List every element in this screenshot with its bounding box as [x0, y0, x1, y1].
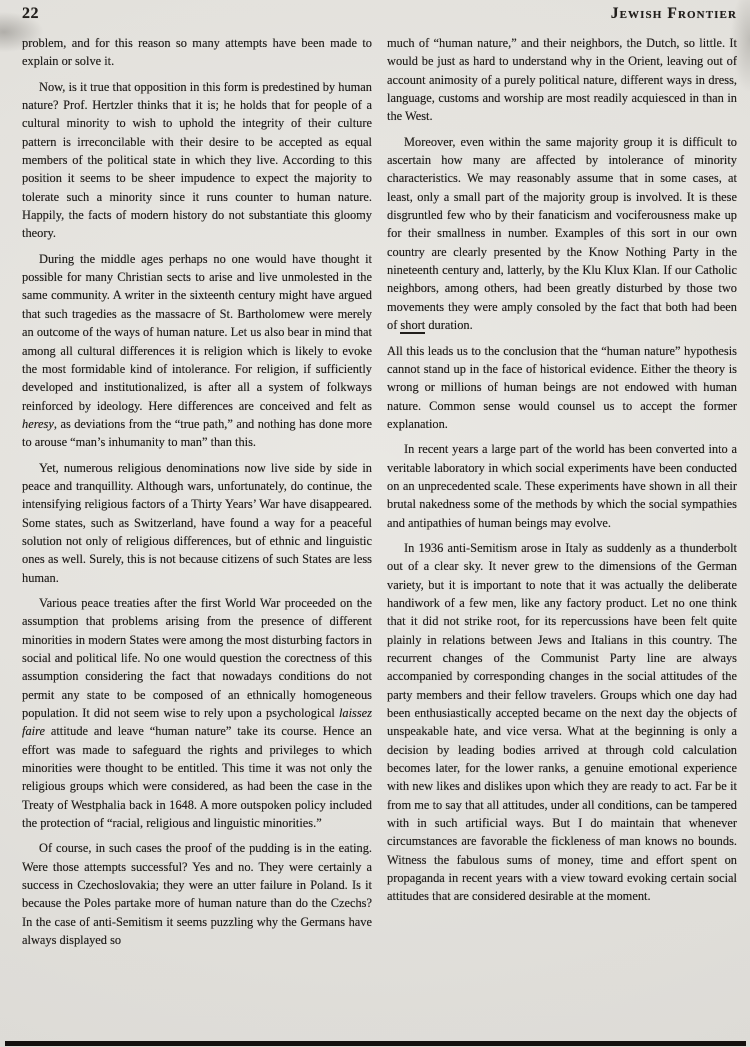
paragraph	[387, 34, 737, 126]
text-run: problem, and for this reason so many attempts have been made to explain or solve it.	[22, 36, 372, 69]
text-run: much of “human nature,” and their neighbors, the Dutch, so little. It would be just as hard to understand why in the Orient, leaving out of account animosity of a purely political nature, different ways in dress, language, customs and worship are most readily acquiesced in than in the West.	[387, 36, 737, 124]
page-header	[22, 5, 737, 25]
paragraph	[22, 839, 372, 949]
right-column	[387, 34, 737, 1034]
bottom-rule	[5, 1041, 746, 1046]
paragraph	[22, 250, 372, 452]
paragraph	[22, 34, 372, 71]
italic-text: heresy	[22, 416, 54, 431]
text-run: attitude and leave “human nature” take its course. Hence an effort was made to safeguard the rights and privileges to which minorities were thought to be entitled. This time it was not only the religious groups which were considered, as had been the case in the Treaty of Westphalia back in 1648. A more outspoken policy included the protection of “racial, religious and linguistic minorities.”	[22, 724, 372, 831]
text-run: Various peace treaties after the first World War proceeded on the assumption that problems arising from the presence of different minorities in modern States were among the most disturbing factors in social and political life. No one would question the corectness of this assumption considering the fact that nowadays conditions do not permit any state to be composed of an ethnically homogeneous population. It did not seem wise to rely upon a psychological	[22, 595, 372, 721]
text-run: In recent years a large part of the world has been converted into a veritable laboratory in which social experiments have been conducted on an unprecedented scale. These experiments have shown in all their brutal nakedness some of the methods by which the social sympathies and antipathies of human beings may evolve.	[387, 442, 737, 530]
text-run: , as deviations from the “true path,” and nothing has done more to arouse “man’s inhumanity to man” than this.	[22, 416, 372, 450]
journal-title: Jewish Frontier	[610, 5, 737, 22]
paragraph	[22, 594, 372, 832]
text-run: Now, is it true that opposition in this form is predestined by human nature? Prof. Hertzler thinks that it is; he holds that for people of a cultural minority to wish to uphold the integrity of their culture pattern is irreconcilable with their desire to be accepted as equal members of the political state in which they live. According to this position it seems to be sheer impudence to expect the majority to tolerate such a minority since it runs counter to human nature. Happily, the facts of modern history do not substantiate this gloomy theory.	[22, 79, 372, 241]
underlined-text: short	[400, 318, 426, 333]
paragraph	[387, 342, 737, 434]
paragraph	[387, 133, 737, 335]
text-run: Yet, numerous religious denominations now live side by side in peace and tranquillity. Although wars, unfortunately, do continue, the intensifying religious factors of a Thirty Years’ War have disappeared. Some states, such as Switzerland, have found a way for a peaceful solution not only of religious differences, but of ethnic and linguistic ones as well. Surely, this is not because citizens of such States are less human.	[22, 460, 372, 585]
text-run: Of course, in such cases the proof of the pudding is in the eating. Were those attempts successful? Yes and no. They were certainly a success in Czechoslovakia; they were an utter failure in Poland. Is it because the Poles partake more of human nature than do the Czechs? In the case of anti-Semitism it seems puzzling why the Germans have always displayed so	[22, 841, 372, 948]
text-run: All this leads us to the conclusion that the “human nature” hypothesis cannot stand up in the face of historical evidence. Either the theory is wrong or millions of human beings are not endowed with human nature. Common sense would counsel us to accept the former explanation.	[387, 343, 737, 431]
paragraph	[22, 78, 372, 243]
text-run: duration.	[425, 318, 473, 333]
left-column	[22, 34, 372, 1034]
italic-text: laissez faire	[22, 706, 372, 739]
text-run: Moreover, even within the same majority group it is difficult to ascertain how many are affected by intolerance of minority characteristics. We may reasonably assume that in some cases, at least, only a small part of the majority group is involved. It is these disgruntled few who by their fanaticism and vociferousness make up for their smallness in number. Examples of this sort in our own country are clearly presented by the Know Nothing Party in the nineteenth century and, latterly, by the Klu Klux Klan. If our Catholic neighbors, among others, had been greatly disturbed by those two movements they were amply consoled by the fact that both had been of	[387, 134, 737, 333]
text-run: During the middle ages perhaps no one would have thought it possible for many Christian sects to arise and live unmolested in the same community. A writer in the sixteenth century might have argued that such tragedies as the massacre of St. Bartholomew were merely an outcome of the ways of human nature. Let us also bear in mind that among all cultural differences it is religion which is likely to evoke the most formidable kind of intolerance. For religion, if sufficiently developed and institutionalized, is after all a system of folkways reinforced by ideology. Here differences are conceived and felt as	[22, 251, 372, 413]
page-number: 22	[22, 5, 39, 22]
text-columns	[22, 34, 737, 1034]
paragraph	[387, 539, 737, 906]
paragraph	[387, 440, 737, 532]
text-run: In 1936 anti-Semitism arose in Italy as suddenly as a thunderbolt out of a clear sky. It never grew to the dimensions of the German variety, but it is important to note that it was actually the deliberate handiwork of a few men, like any factory product. Let no one think that it did not strike root, for its repercussions have been felt quite plainly in relations between Jews and Italians in this country. The recurrent changes of the Communist Party line are always accompanied by corresponding changes in the social attitudes of the party members and their fellow travelers. Groups which one day had been enthusiastically accepted became on the next day the objects of unspeakable hate, and vice versa. What at the beginning is only a decision by leading bodies arrived at through cold calculation becomes later, for the lower ranks, a genuine emotional experience with new likes and dislikes upon which they are ready to act. Far be it from me to say that all attitudes, under all conditions, can be tampered with in such artificial ways. But I do maintain that whenever circumstances are favorable the fickleness of man knows no bounds. Witness the fabulous sums of money, time and effort spent on propaganda in recent years with a view toward evoking certain social attitudes that are considered desirable at the moment.	[387, 540, 737, 904]
paragraph	[22, 459, 372, 587]
